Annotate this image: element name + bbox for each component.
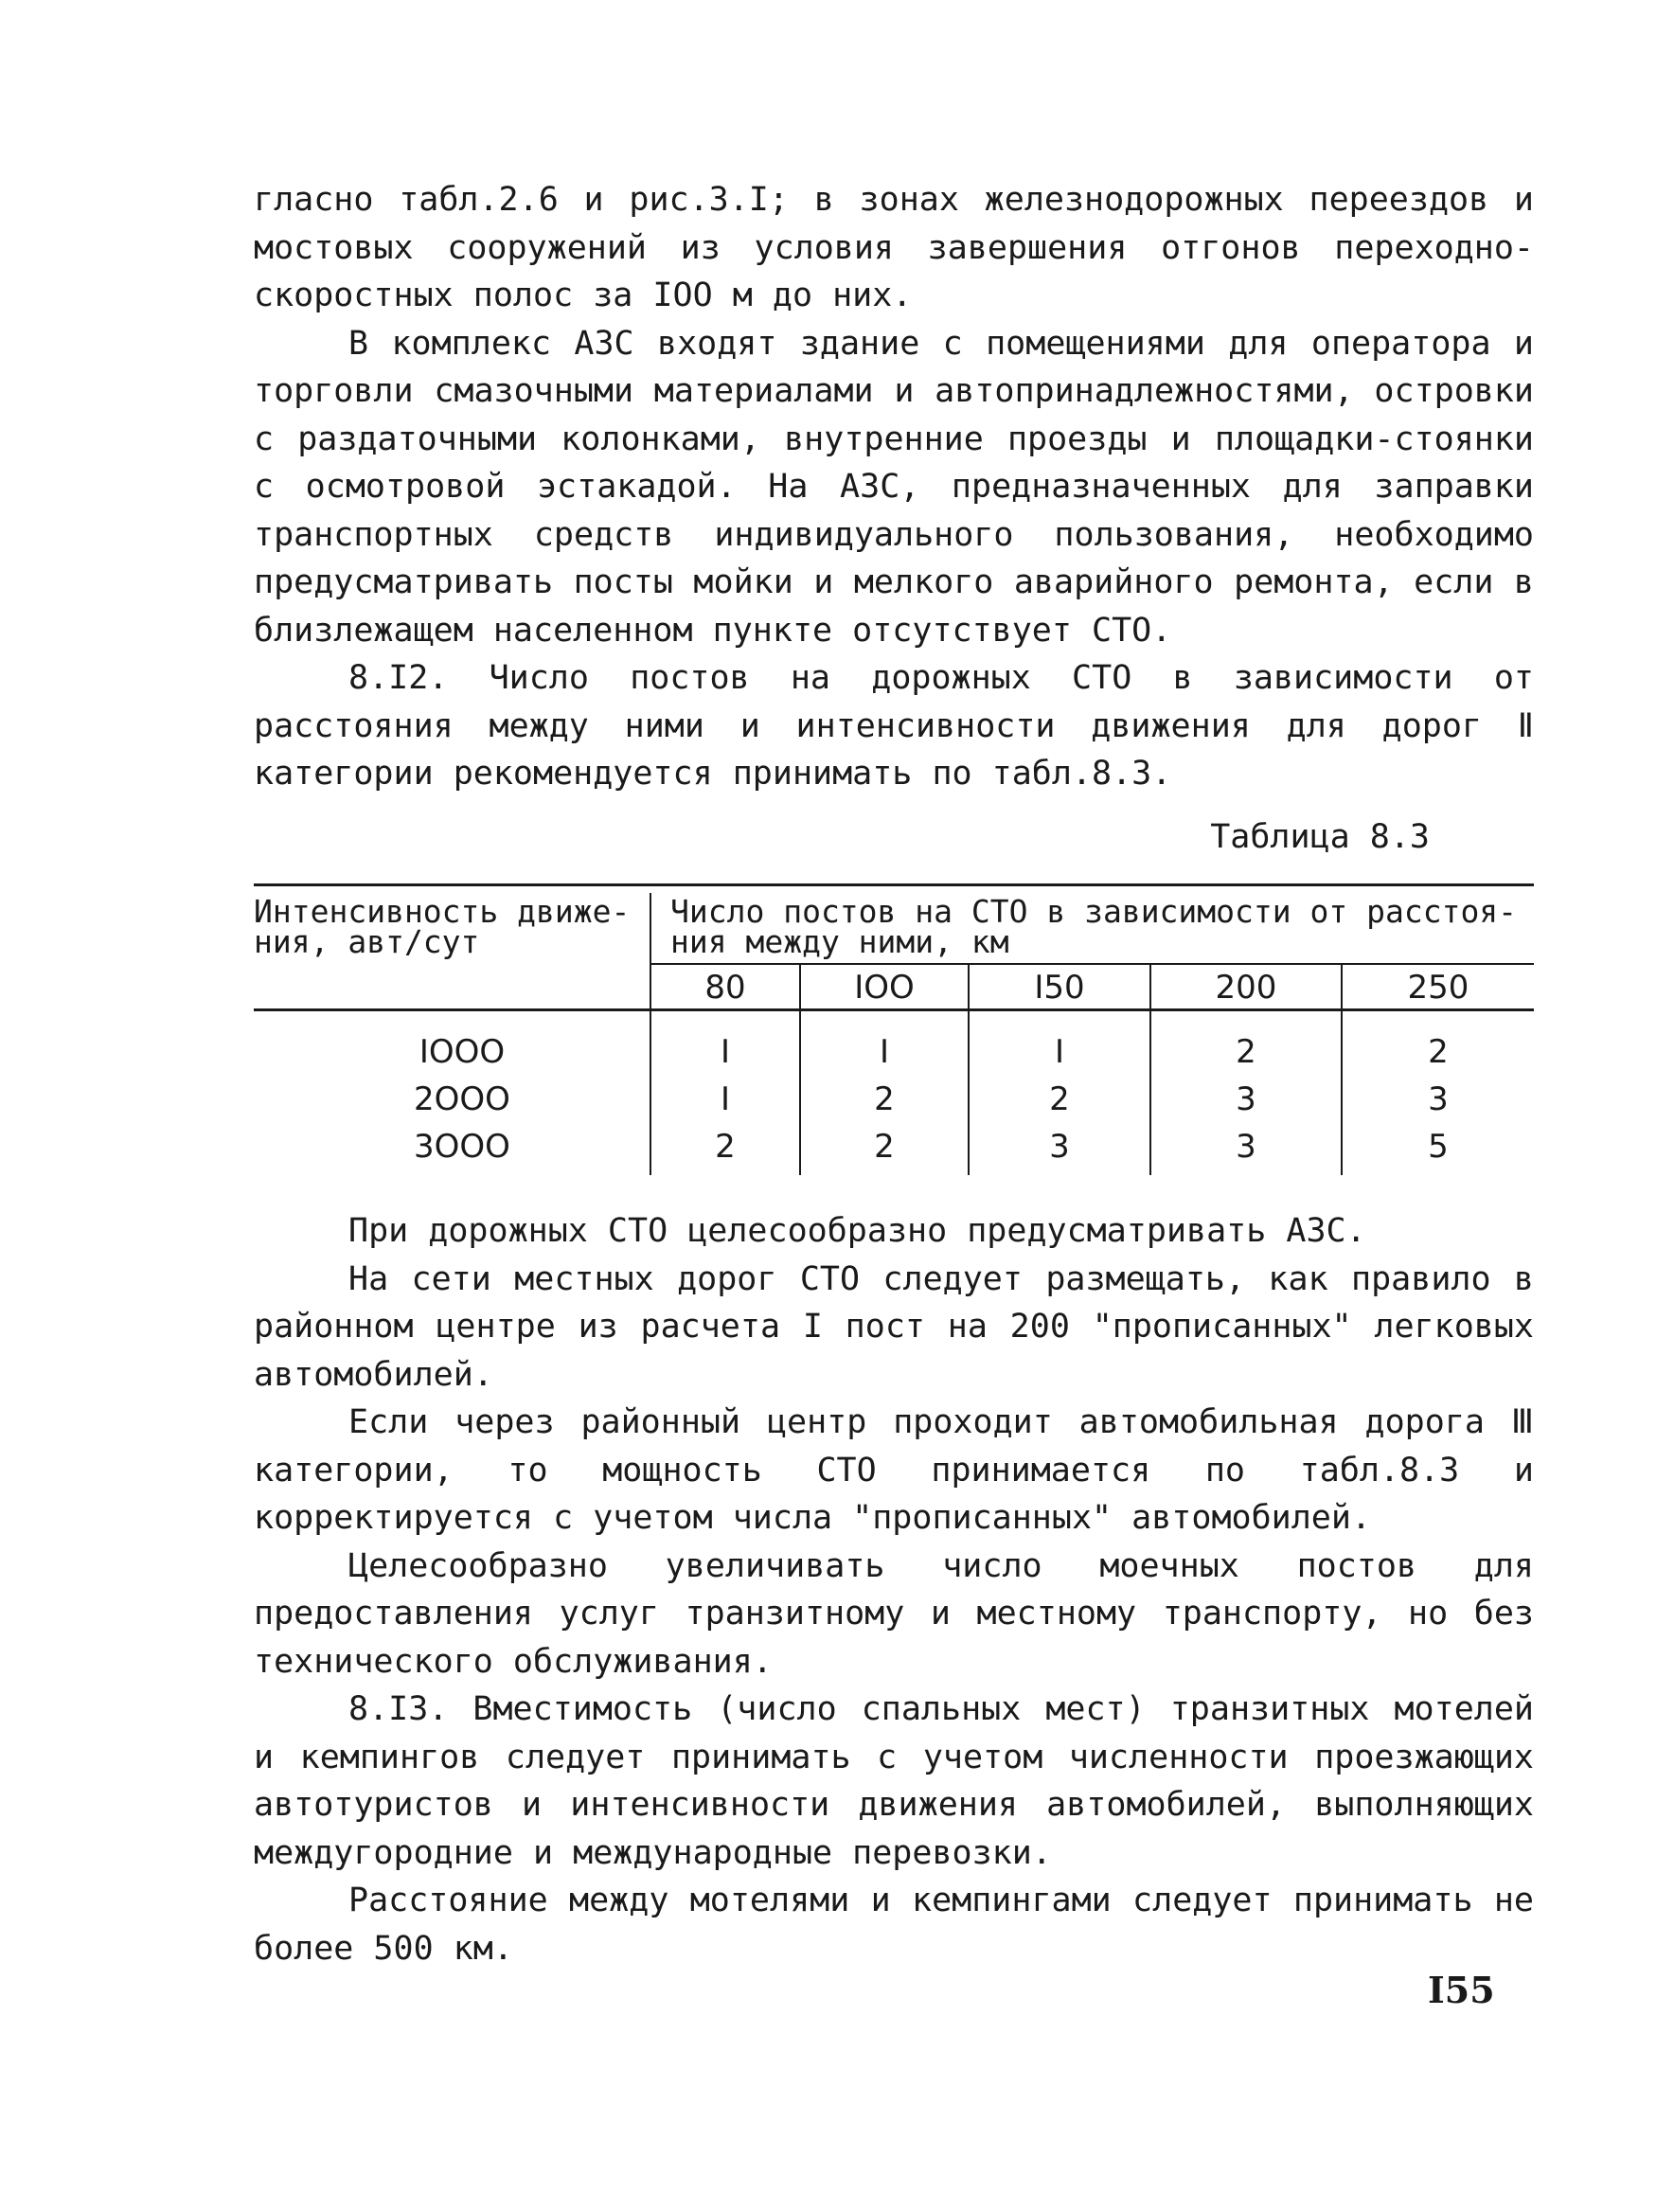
group-header-line1: Число постов на СТО в зависимости от расстоя- [670,893,1518,930]
distance-header: IOO [854,969,915,1007]
paragraph: При дорожных СТО целесообразно предусматривать АЗС. [348,1212,1366,1250]
distance-header: 200 [1215,969,1277,1007]
table-cell: 3 [1428,1080,1449,1118]
table-cell: I [720,1080,731,1118]
table-cell: 3 [1236,1080,1256,1118]
distance-header: 250 [1407,969,1469,1007]
table-top-rule [254,883,1534,886]
page-number: I55 [1428,1969,1495,2011]
paragraph: Если через районный центр проходит автомобильная дорога Ⅲ категории, то мощность СТО принимается по табл.8.3 и корректируется с учетом числа "прописанных" автомобилей. [254,1403,1534,1537]
group-header-line2: ния между ними, км [670,923,1009,960]
table-cell: 2 [1049,1080,1070,1118]
table-cell: 3 [1049,1128,1070,1166]
table-caption: Таблица 8.3 [1210,817,1430,856]
table-cell: 3 [1236,1128,1256,1166]
paragraph: гласно табл.2.6 и рис.3.I; в зонах железнодорожных переездов и мостовых сооружений из условия завершения отгонов переходно-скоростных полос за IOO м до них. [254,181,1534,314]
table-subheader-rule [651,963,1534,965]
table-cell: 5 [1428,1128,1449,1166]
paragraph: 8.I3. Вместимость (число спальных мест) транзитных мотелей и кемпингов следует принимать с учетом численности проезжающих автотуристов и интенсивности движения автомобилей, выполняющих междугородние и международные перевозки. [254,1690,1534,1872]
paragraph: 8.I2. Число постов на дорожных СТО в зависимости от расстояния между ними и интенсивности движения для дорог Ⅱ категории рекомендуется принимать по табл.8.3. [254,659,1534,793]
text-after-table [254,1207,1534,1972]
table-cell: I [879,1033,890,1071]
intensity-cell: 3OOO [414,1128,510,1166]
col1-header-line2: ния, авт/сут [254,923,480,960]
table-cell: I [1054,1033,1065,1071]
table-8-3 [254,883,1534,1186]
paragraph: В комплекс АЗС входят здание с помещениями для оператора и торговли смазочными материалами и автопринадлежностями, островки с раздаточными колонками, внутренние проезды и площадки-стоянки с осмотровой эстакадой. На АЗС, предназначенных для заправки транспортных средств индивидуального пользования, необходимо предусматривать посты мойки и мелкого аварийного ремонта, если в близлежащем населенном пункте отсутствует СТО. [254,324,1534,650]
col1-header-line1: Интенсивность движе- [254,893,631,930]
table-cell: 2 [874,1080,895,1118]
distance-header: I50 [1034,969,1085,1007]
intensity-cell: 2OOO [414,1080,510,1118]
paragraph: Расстояние между мотелями и кемпингами следует принимать не более 500 км. [254,1882,1534,1968]
distance-header: 80 [704,969,746,1007]
table-cell: 2 [1428,1033,1449,1071]
intensity-cell: IOOO [418,1033,506,1071]
table-cell: 2 [874,1128,895,1166]
table-cell: 2 [715,1128,736,1166]
document-page [254,176,1534,1972]
table-cell: 2 [1236,1033,1256,1071]
paragraph: На сети местных дорог СТО следует размещать, как правило в районном центре из расчета I пост на 200 "прописанных" легковых автомобилей. [254,1259,1534,1394]
table-cell: I [720,1033,731,1071]
paragraph: Целесообразно увеличивать число моечных постов для предоставления услуг транзитному и местному транспорту, но без технического обслуживания. [254,1546,1534,1681]
